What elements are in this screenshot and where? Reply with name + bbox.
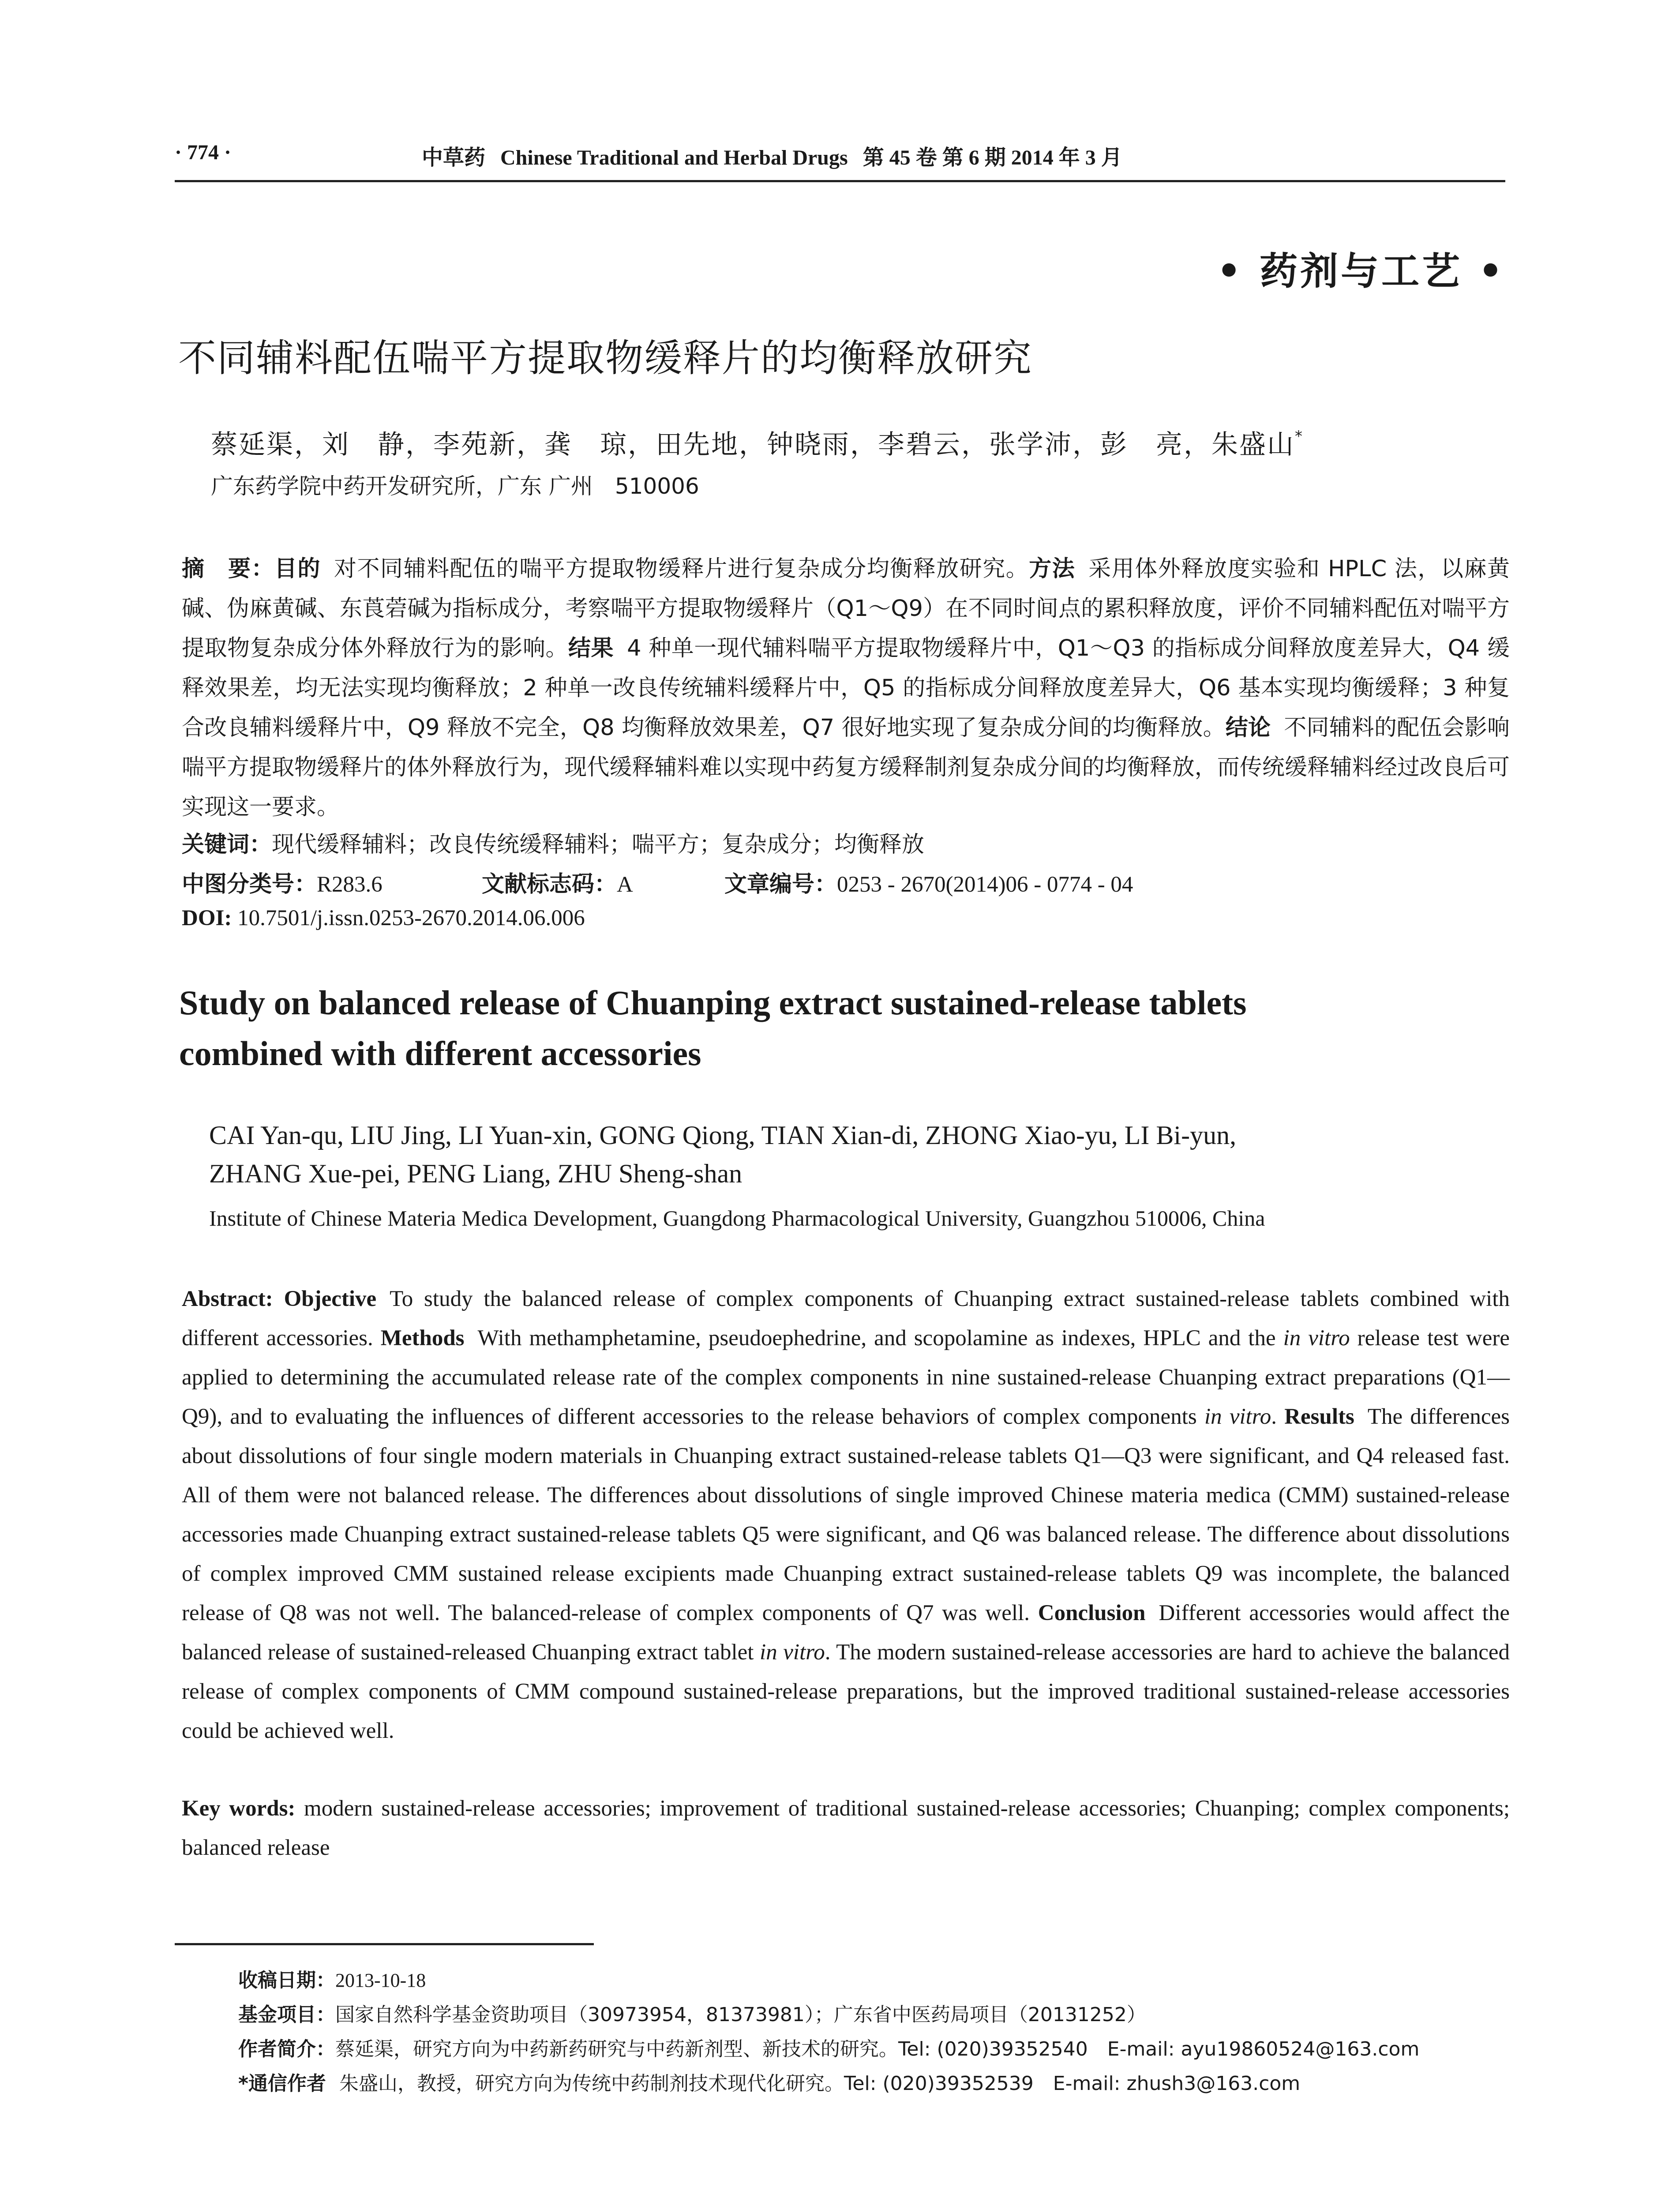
en-affiliation: Institute of Chinese Materia Medica Development, Guangdong Pharmacological University, Guangzhou 510006, China: [209, 1206, 1265, 1231]
en-title-line-1: Study on balanced release of Chuanping extract sustained-release tablets: [179, 983, 1247, 1022]
en-authors: [209, 1116, 1511, 1193]
author-value: 蔡延渠，研究方向为中药新药研究与中药新剂型、新技术的研究。Tel: (020)39352540 E-mail: ayu19860524@163.com: [335, 2038, 1420, 2060]
en-methods-text-b: release test were applied to determining the accumulated release rate of the complex components in nine sustained-release Chuanping extract preparations (Q1—Q9), and to evaluating the influences of different accessories to the release behaviors of complex components: [182, 1326, 1510, 1429]
en-title: [179, 977, 1507, 1079]
cn-methods-text: 采用体外释放度实验和 HPLC 法，以麻黄碱、伪麻黄碱、东莨菪碱为指标成分，考察喘平方提取物缓释片（Q1～Q9）在不同时间点的累积释放度，评价不同辅料配伍对喘平方提取物复杂成分体外释放行为的影响。: [182, 556, 1510, 661]
en-conclusion-text-a: Different accessories would affect the balanced release of sustained-released Chuanping extract tablet: [182, 1601, 1510, 1665]
corresponding-label: *通信作者: [238, 2072, 326, 2095]
doi-label: DOI:: [182, 906, 232, 930]
en-in-vitro-1: in vitro: [1283, 1326, 1350, 1351]
article-no-label: 文章编号：: [724, 871, 837, 897]
journal-name-cn: 中草药: [422, 145, 486, 170]
cn-conclusion-text: 不同辅料的配伍会影响喘平方提取物缓释片的体外释放行为，现代缓释辅料难以实现中药复方缓释制剂复杂成分间的均衡释放，而传统缓释辅料经过改良后可实现这一要求。: [182, 715, 1510, 820]
cn-affiliation: 广东药学院中药开发研究所，广东 广州 510006: [211, 473, 699, 499]
en-keywords-label: Key words:: [182, 1796, 296, 1821]
doi-line: [182, 905, 585, 931]
en-conclusion-text-b: . The modern sustained-release accessories are hard to achieve the balanced release of complex components of CMM compound sustained-release preparations, but the improved traditional sustained-release accessories could be achieved well.: [182, 1640, 1510, 1743]
corresponding-mark: *: [1295, 428, 1302, 445]
cn-objective-label: 目的: [274, 556, 321, 582]
clc-group: [182, 866, 482, 898]
article-no-value: 0253 - 2670(2014)06 - 0774 - 04: [837, 872, 1133, 897]
en-objective-text: To study the balanced release of complex components of Chuanping extract sustained-release tablets combined with different accessories.: [182, 1287, 1510, 1351]
doc-code-label: 文献标志码：: [482, 871, 617, 897]
en-results-text: The differences about dissolutions of four single modern materials in Chuanping extract sustained-release tablets Q1—Q3 were significant, and Q4 released fast. All of them were not balanced release. The differences about dissolutions of single improved Chinese materia medica (CMM) sustained-release accessories made Chuanping extract sustained-release tablets Q5 were significant, and Q6 was balanced release. The difference about dissolutions of complex improved CMM sustained release excipients made Chuanping extract sustained-release tablets Q9 was incomplete, the balanced release of Q8 was not well. The balanced-release of complex components of Q7 was well.: [182, 1404, 1510, 1625]
received-value: 2013-10-18: [335, 1970, 426, 1991]
journal-line: [422, 140, 1137, 171]
en-objective-label: Objective: [284, 1287, 377, 1311]
cn-keywords-text: 现代缓释辅料；改良传统缓释辅料；喘平方；复杂成分；均衡释放: [272, 832, 925, 858]
en-abstract: [182, 1279, 1510, 1751]
doi-value: 10.7501/j.issn.0253-2670.2014.06.006: [237, 906, 585, 930]
en-authors-line-1: CAI Yan-qu, LIU Jing, LI Yuan-xin, GONG Qiong, TIAN Xian-di, ZHONG Xiao-yu, LI Bi-yun,: [209, 1121, 1237, 1150]
footnotes: [238, 1963, 1419, 2101]
en-methods-end: .: [1271, 1404, 1277, 1429]
received-label: 收稿日期：: [238, 1969, 335, 1992]
fund-value: 国家自然科学基金资助项目（30973954，81373981）；广东省中医药局项目（20131252）: [335, 2003, 1146, 2026]
footnote-corresponding: [238, 2067, 1419, 2101]
footnote-divider: [175, 1943, 594, 1945]
cn-methods-label: 方法: [1029, 556, 1076, 582]
cn-keywords: [182, 826, 924, 859]
clc-value: R283.6: [317, 872, 382, 897]
en-conclusion-label: Conclusion: [1038, 1601, 1146, 1625]
cn-results-text: 4 种单一现代辅料喘平方提取物缓释片中，Q1～Q3 的指标成分间释放度差异大，Q4 缓释效果差，均无法实现均衡释放；2 种单一改良传统辅料缓释片中，Q5 的指标成分间释放度差异大，Q6 基本实现均衡缓释；3 种复合改良辅料缓释片中，Q9 释放不完全，Q8 均衡释放效果差，Q7 很好地实现了复杂成分间的均衡释放。: [182, 635, 1510, 741]
cn-title: 不同辅料配伍喘平方提取物缓释片的均衡释放研究: [178, 336, 1032, 380]
footnote-fund: [238, 1998, 1419, 2032]
fund-label: 基金项目：: [238, 2003, 335, 2026]
cn-abstract-label: 摘 要：: [182, 556, 275, 582]
cn-objective-text: 对不同辅料配伍的喘平方提取物缓释片进行复杂成分均衡释放研究。: [334, 556, 1029, 582]
author-label: 作者简介：: [238, 2038, 335, 2060]
doc-code-group: [482, 866, 724, 898]
page-number: · 774 ·: [175, 141, 232, 164]
doc-code-value: A: [617, 872, 633, 897]
footnote-author: [238, 2032, 1419, 2067]
cn-authors: [211, 424, 1302, 461]
en-in-vitro-2: in vitro: [1204, 1404, 1271, 1429]
en-keywords-text: modern sustained-release accessories; improvement of traditional sustained-release accessories; Chuanping; complex components; balanced release: [182, 1796, 1510, 1860]
en-methods-label: Methods: [380, 1326, 465, 1351]
en-methods-text-a: With methamphetamine, pseudoephedrine, and scopolamine as indexes, HPLC and the: [477, 1326, 1276, 1351]
article-no-group: [724, 866, 1133, 898]
en-abstract-label: Abstract:: [182, 1287, 273, 1311]
en-authors-line-2: ZHANG Xue-pei, PENG Liang, ZHU Sheng-shan: [209, 1159, 742, 1188]
en-in-vitro-3: in vitro: [760, 1640, 825, 1665]
en-results-label: Results: [1284, 1404, 1354, 1429]
clc-label: 中图分类号：: [182, 871, 317, 897]
cn-results-label: 结果: [568, 635, 614, 661]
footnote-received: [238, 1963, 1419, 1998]
section-label: • 药剂与工艺 •: [1217, 249, 1505, 293]
running-header: [175, 140, 1505, 182]
journal-issue: 第 45 卷 第 6 期 2014 年 3 月: [862, 146, 1122, 169]
journal-name-en: Chinese Traditional and Herbal Drugs: [500, 146, 848, 169]
cn-abstract: [182, 549, 1510, 827]
cn-conclusion-label: 结论: [1225, 715, 1271, 741]
cn-author-list: 蔡延渠，刘 静，李苑新，龚 琼，田先地，钟晓雨，李碧云，张学沛，彭 亮，朱盛山: [211, 429, 1295, 460]
en-title-line-2: combined with different accessories: [179, 1034, 701, 1073]
en-keywords: [182, 1789, 1510, 1868]
corresponding-value: 朱盛山，教授，研究方向为传统中药制剂技术现代化研究。Tel: (020)39352539 E-mail: zhush3@163.com: [339, 2072, 1301, 2095]
classification-line: [182, 866, 1133, 898]
cn-keywords-label: 关键词：: [182, 832, 272, 858]
